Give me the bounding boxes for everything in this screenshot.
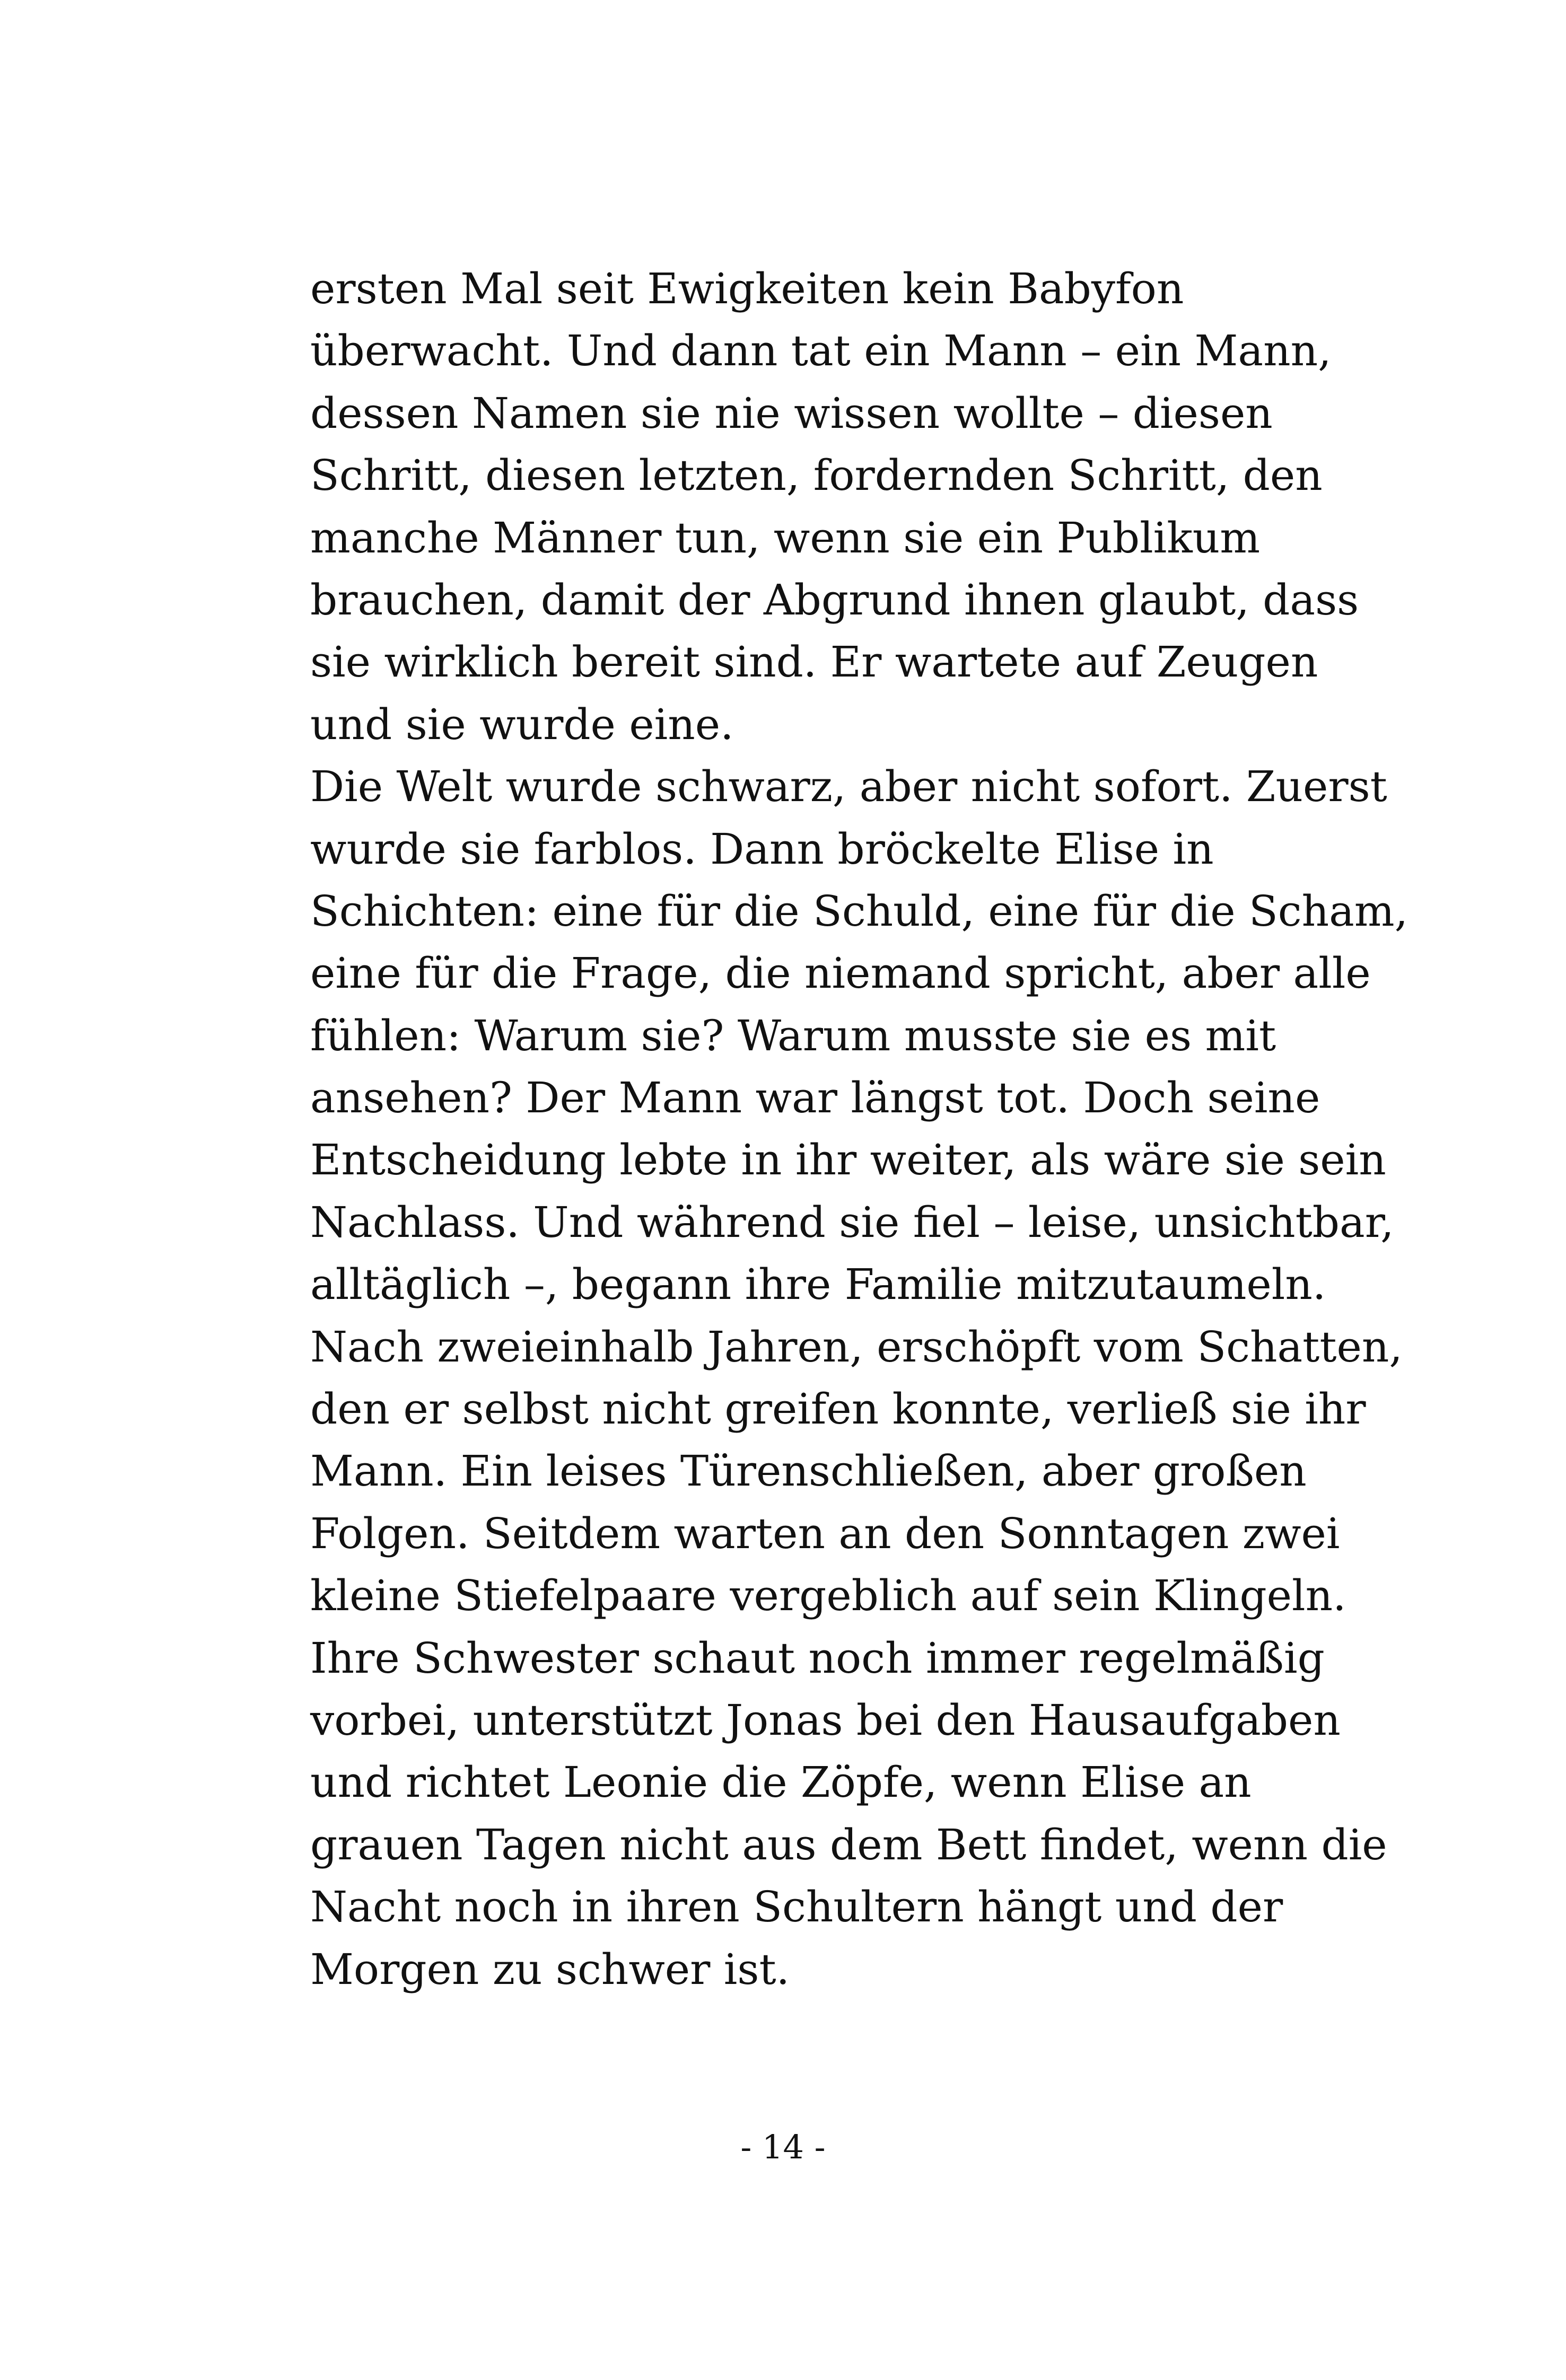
text-line: fühlen: Warum sie? Warum musste sie es mit — [310, 1011, 1276, 1060]
text-line: überwacht. Und dann tat ein Mann – ein Mann, — [310, 326, 1332, 376]
text-line: Morgen zu schwer ist. — [310, 1944, 790, 1994]
text-line: Folgen. Seitdem warten an den Sonntagen zwei — [310, 1508, 1340, 1558]
text-line: Nachlass. Und während sie fiel – leise, unsichtbar, — [310, 1197, 1394, 1247]
text-line: vorbei, unterstützt Jonas bei den Hausaufgaben — [310, 1695, 1341, 1745]
text-line: Nacht noch in ihren Schultern hängt und der — [310, 1882, 1283, 1932]
text-line: Ihre Schwester schaut noch immer regelmäßig — [310, 1633, 1325, 1683]
text-line: grauen Tagen nicht aus dem Bett findet, wenn die — [310, 1820, 1387, 1869]
text-line: alltäglich –, begann ihre Familie mitzutaumeln. — [310, 1260, 1326, 1310]
text-line: Schichten: eine für die Schuld, eine für die Scham, — [310, 886, 1408, 936]
text-line: ansehen? Der Mann war längst tot. Doch seine — [310, 1073, 1320, 1123]
page-number: - 14 - — [740, 2128, 826, 2166]
text-line: dessen Namen sie nie wissen wollte – diesen — [310, 388, 1273, 438]
text-line: Entscheidung lebte in ihr weiter, als wäre sie sein — [310, 1135, 1386, 1185]
text-line: und richtet Leonie die Zöpfe, wenn Elise an — [310, 1758, 1252, 1807]
text-line: Mann. Ein leises Türenschließen, aber großen — [310, 1446, 1307, 1496]
body-text — [310, 258, 1408, 2000]
text-line: brauchen, damit der Abgrund ihnen glaubt, dass — [310, 575, 1359, 625]
text-line: wurde sie farblos. Dann bröckelte Elise in — [310, 824, 1214, 874]
text-line: und sie wurde eine. — [310, 699, 734, 749]
text-line: kleine Stiefelpaare vergeblich auf sein Klingeln. — [310, 1571, 1346, 1621]
text-line: Die Welt wurde schwarz, aber nicht sofort. Zuerst — [310, 762, 1387, 812]
text-line: sie wirklich bereit sind. Er wartete auf Zeugen — [310, 637, 1318, 687]
text-line: manche Männer tun, wenn sie ein Publikum — [310, 513, 1261, 563]
text-line: Nach zweieinhalb Jahren, erschöpft vom Schatten, — [310, 1322, 1403, 1372]
text-line: eine für die Frage, die niemand spricht, aber alle — [310, 949, 1371, 998]
text-line: ersten Mal seit Ewigkeiten kein Babyfon — [310, 264, 1184, 313]
text-line: Schritt, diesen letzten, fordernden Schritt, den — [310, 451, 1323, 500]
text-line: den er selbst nicht greifen konnte, verließ sie ihr — [310, 1384, 1366, 1434]
